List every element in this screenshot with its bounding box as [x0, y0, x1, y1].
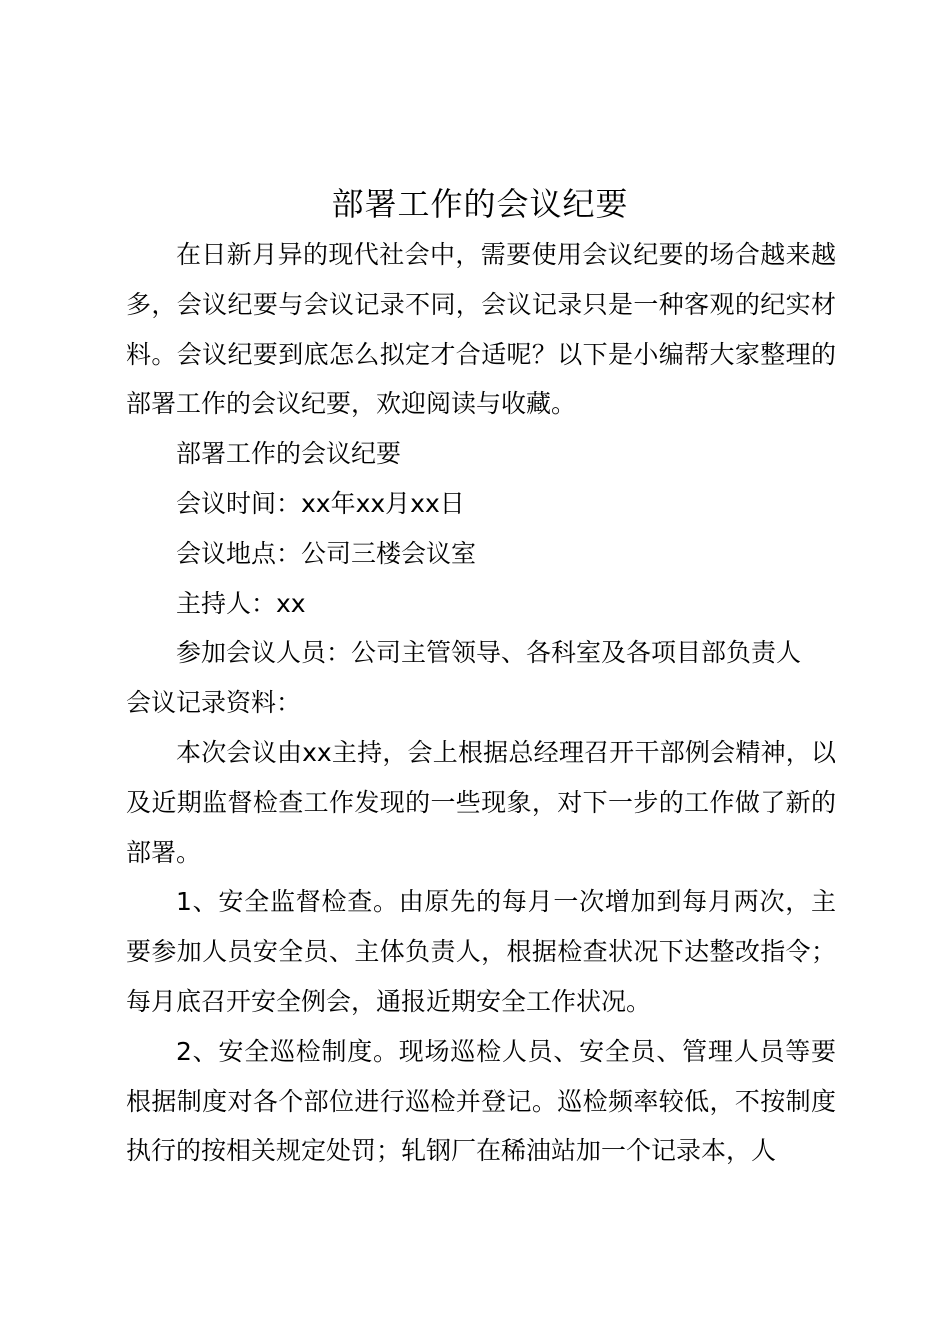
paragraph-summary: 本次会议由xx主持，会上根据总经理召开干部例会精神，以及近期监督检查工作发现的一些现象，对下一步的工作做了新的部署。	[126, 737, 836, 867]
paragraph-meeting-place: 会议地点：公司三楼会议室	[176, 538, 477, 568]
paragraph-item-1: 1、安全监督检查。由原先的每月一次增加到每月两次，主要参加人员安全员、主体负责人，根据检查状况下达整改指令；每月底召开安全例会，通报近期安全工作状况。	[126, 887, 836, 1016]
paragraph-meeting-time: 会议时间：xx年xx月xx日	[176, 488, 465, 518]
paragraph-records-heading: 会议记录资料：	[126, 688, 302, 718]
document-title: 部署工作的会议纪要	[331, 185, 629, 223]
document-body	[126, 230, 836, 1176]
paragraph-attendees: 参加会议人员：公司主管领导、各科室及各项目部负责人	[176, 638, 802, 668]
paragraph-subtitle: 部署工作的会议纪要	[176, 439, 402, 469]
paragraph-intro: 在日新月异的现代社会中，需要使用会议纪要的场合越来越多，会议纪要与会议记录不同，会议记录只是一种客观的纪实材料。会议纪要到底怎么拟定才合适呢？以下是小编帮大家整理的部署工作的会议纪要，欢迎阅读与收藏。	[126, 240, 836, 419]
paragraph-item-2: 2、安全巡检制度。现场巡检人员、安全员、管理人员等要根据制度对各个部位进行巡检并登记。巡检频率较低，不按制度执行的按相关规定处罚；轧钢厂在稀油站加一个记录本，人	[126, 1036, 836, 1166]
paragraph-host: 主持人：xx	[176, 588, 306, 618]
